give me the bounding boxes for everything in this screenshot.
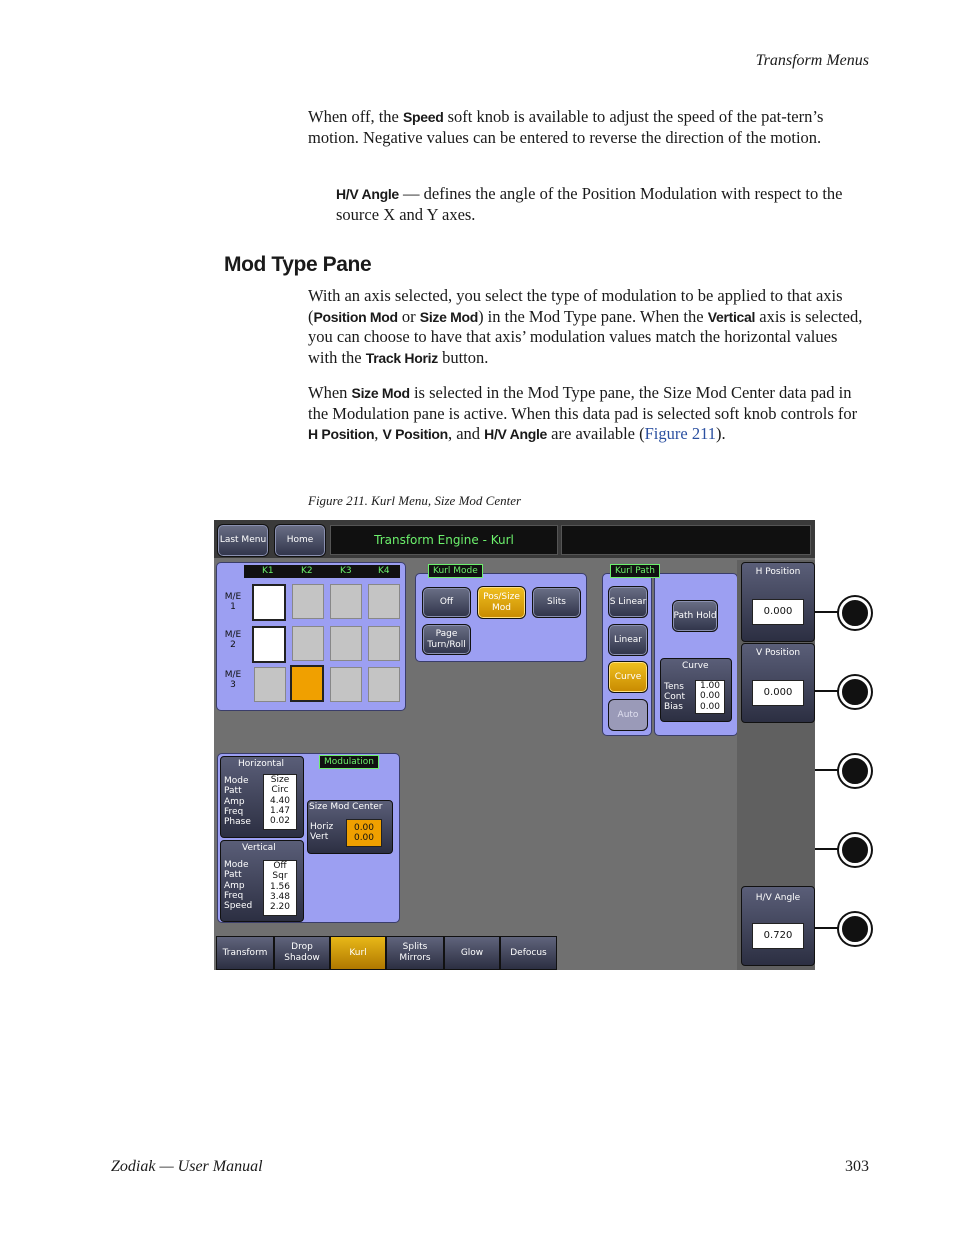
value-freq: 3.48 bbox=[269, 891, 291, 902]
curve-label-tens: Tens bbox=[664, 682, 684, 692]
keyer-label-k3: K3 bbox=[340, 566, 352, 576]
label-freq: Freq bbox=[224, 890, 244, 901]
term-hv-angle: H/V Angle bbox=[336, 186, 399, 202]
page-number: 303 bbox=[845, 1158, 869, 1175]
running-header: Transform Menus bbox=[755, 52, 869, 69]
vertical-values bbox=[263, 860, 297, 916]
paragraph-hv-angle bbox=[336, 184, 870, 225]
keyer-label-k4: K4 bbox=[378, 566, 390, 576]
figure-link[interactable]: Figure 211 bbox=[644, 424, 716, 443]
value-vert: 0.00 bbox=[353, 833, 375, 844]
v-position-pad[interactable] bbox=[741, 643, 815, 723]
text: or bbox=[397, 306, 420, 326]
tab-drop-shadow[interactable]: Drop Shadow bbox=[274, 936, 330, 970]
off-button[interactable]: Off bbox=[422, 587, 471, 618]
page-turn-roll-button[interactable]: Page Turn/Roll bbox=[422, 624, 471, 655]
hv-angle-title: H/V Angle bbox=[755, 893, 801, 903]
hv-angle-value: 0.720 bbox=[752, 923, 804, 949]
text: ) in the Mod Type pane. When the bbox=[478, 306, 708, 326]
kurl-path-title: Kurl Path bbox=[610, 564, 660, 578]
label-mode: Mode bbox=[224, 776, 249, 786]
menu-title: Transform Engine - Kurl bbox=[330, 525, 558, 555]
linear-button[interactable]: Linear bbox=[608, 624, 648, 656]
v-position-value: 0.000 bbox=[752, 680, 804, 706]
term-speed: Speed bbox=[403, 109, 444, 125]
text: axis is selected, you can choose to have that axis’ modulation values match the horizontal values with the bbox=[308, 306, 863, 367]
value-patt: Sqr bbox=[272, 871, 288, 882]
h-position-title: H Position bbox=[755, 567, 801, 577]
keyer-cell[interactable] bbox=[368, 584, 400, 619]
vertical-labels bbox=[224, 860, 252, 911]
size-mod-center-title: Size Mod Center bbox=[309, 802, 383, 812]
label-mode: Mode bbox=[224, 860, 249, 870]
value-mode: Size bbox=[270, 775, 290, 785]
keyer-cell[interactable] bbox=[330, 584, 362, 619]
keyer-cell[interactable] bbox=[292, 626, 324, 661]
text: soft knob is available to adjust the speed of the pat-tern’s motion. Negative values can be entered to reverse the direction of the motion. bbox=[308, 107, 824, 147]
home-button[interactable]: Home bbox=[274, 524, 326, 557]
paragraph-size-mod bbox=[308, 383, 870, 445]
text: , and bbox=[447, 424, 485, 443]
text: , bbox=[374, 424, 383, 443]
curve-value-cont: 0.00 bbox=[699, 691, 721, 702]
keyer-label-k2: K2 bbox=[301, 566, 313, 576]
pos-size-mod-button[interactable]: Pos/Size Mod bbox=[477, 586, 526, 619]
curve-label-bias: Bias bbox=[664, 702, 683, 712]
label-freq: Freq bbox=[224, 806, 244, 817]
term-size-mod: Size Mod bbox=[419, 308, 479, 325]
value-horiz: 0.00 bbox=[353, 823, 375, 833]
value-amp: 4.40 bbox=[269, 795, 291, 806]
keyer-cell[interactable] bbox=[330, 626, 362, 661]
term-v-position: V Position bbox=[382, 426, 448, 442]
auto-button[interactable]: Auto bbox=[608, 699, 648, 731]
text: When off, the bbox=[308, 107, 403, 126]
kurl-menu-screenshot bbox=[214, 520, 815, 970]
value-amp: 1.56 bbox=[269, 881, 291, 892]
paragraph-mod-type bbox=[308, 286, 870, 368]
slits-button[interactable]: Slits bbox=[532, 587, 581, 618]
keyer-cell[interactable] bbox=[254, 667, 286, 702]
me-label-2: M/E 2 bbox=[224, 630, 242, 650]
label-phase: Phase bbox=[224, 817, 251, 828]
label-patt: Patt bbox=[224, 786, 242, 797]
curve-label-cont: Cont bbox=[664, 692, 686, 702]
soft-knob-icon[interactable] bbox=[839, 834, 871, 866]
vertical-title: Vertical bbox=[242, 843, 276, 853]
keyer-cell[interactable] bbox=[252, 626, 286, 663]
label-amp: Amp bbox=[224, 880, 245, 891]
v-position-title: V Position bbox=[755, 648, 801, 658]
soft-knob-icon[interactable] bbox=[839, 755, 871, 787]
text: button. bbox=[437, 347, 489, 367]
term-h-position: H Position bbox=[308, 426, 375, 442]
keyer-label-k1: K1 bbox=[262, 566, 274, 576]
path-hold-button[interactable]: Path Hold bbox=[672, 600, 718, 632]
term-size-mod: Size Mod bbox=[351, 385, 410, 401]
term-position-mod: Position Mod bbox=[313, 308, 398, 325]
tab-defocus[interactable]: Defocus bbox=[500, 936, 557, 970]
text: ). bbox=[715, 424, 726, 443]
term-hv-angle: H/V Angle bbox=[484, 426, 548, 442]
figure-caption: Figure 211. Kurl Menu, Size Mod Center bbox=[308, 493, 522, 508]
tab-kurl[interactable]: Kurl bbox=[330, 936, 386, 970]
horizontal-values bbox=[263, 774, 297, 830]
curve-value-tens: 1.00 bbox=[699, 681, 721, 691]
term-track-horiz: Track Horiz bbox=[365, 349, 438, 366]
label-patt: Patt bbox=[224, 870, 242, 881]
curve-title: Curve bbox=[682, 661, 709, 671]
paragraph-speed bbox=[308, 107, 870, 148]
h-position-value: 0.000 bbox=[752, 599, 804, 625]
last-menu-button[interactable]: Last Menu bbox=[217, 524, 269, 557]
term-vertical: Vertical bbox=[707, 308, 756, 325]
footer-title: Zodiak — User Manual bbox=[111, 1158, 263, 1175]
tab-glow[interactable]: Glow bbox=[444, 936, 500, 970]
text: is selected in the Mod Type pane, the Size Mod Center data pad in the Modulation pane is active. When this data pad is selected soft knob controls for bbox=[308, 383, 858, 423]
curve-button[interactable]: Curve bbox=[608, 661, 648, 693]
modulation-title: Modulation bbox=[319, 755, 379, 769]
text: are available ( bbox=[547, 424, 645, 443]
keyer-cell-selected[interactable] bbox=[290, 665, 324, 702]
section-heading: Mod Type Pane bbox=[224, 253, 372, 276]
value-phase: 0.02 bbox=[269, 816, 291, 827]
text: With an axis selected, you select the type of modulation to be applied to that axis ( bbox=[308, 286, 843, 326]
me-label-3: M/E 3 bbox=[224, 670, 242, 690]
value-patt: Circ bbox=[271, 785, 289, 796]
curve-values bbox=[695, 680, 725, 714]
kurl-mode-title: Kurl Mode bbox=[428, 564, 483, 578]
label-amp: Amp bbox=[224, 796, 245, 807]
text: — defines the angle of the Position Modulation with respect to the source X and Y axes. bbox=[336, 184, 843, 224]
label-vert: Vert bbox=[310, 832, 329, 842]
keyer-cell[interactable] bbox=[368, 667, 400, 702]
soft-knob-icon[interactable] bbox=[839, 676, 871, 708]
curve-value-bias: 0.00 bbox=[699, 701, 721, 712]
value-freq: 1.47 bbox=[269, 805, 291, 816]
s-linear-button[interactable]: S Linear bbox=[608, 586, 648, 618]
keyer-cell[interactable] bbox=[252, 584, 286, 621]
tab-transform[interactable]: Transform bbox=[216, 936, 274, 970]
keyer-cell[interactable] bbox=[292, 584, 324, 619]
soft-knob-icon[interactable] bbox=[839, 913, 871, 945]
label-horiz: Horiz bbox=[310, 822, 334, 832]
hv-angle-pad[interactable] bbox=[741, 886, 815, 966]
value-mode: Off bbox=[273, 861, 287, 871]
keyer-cell[interactable] bbox=[330, 667, 362, 702]
size-mod-center-values[interactable] bbox=[346, 819, 382, 847]
horizontal-labels bbox=[224, 776, 251, 827]
label-speed: Speed bbox=[224, 901, 253, 912]
soft-knob-icon[interactable] bbox=[839, 597, 871, 629]
value-speed: 2.20 bbox=[269, 902, 291, 913]
me-label-1: M/E 1 bbox=[224, 592, 242, 612]
horizontal-title: Horizontal bbox=[238, 759, 284, 769]
status-field bbox=[561, 525, 811, 555]
keyer-cell[interactable] bbox=[368, 626, 400, 661]
text: When bbox=[308, 383, 352, 402]
tab-splits-mirrors[interactable]: Splits Mirrors bbox=[386, 936, 444, 970]
h-position-pad[interactable] bbox=[741, 562, 815, 642]
